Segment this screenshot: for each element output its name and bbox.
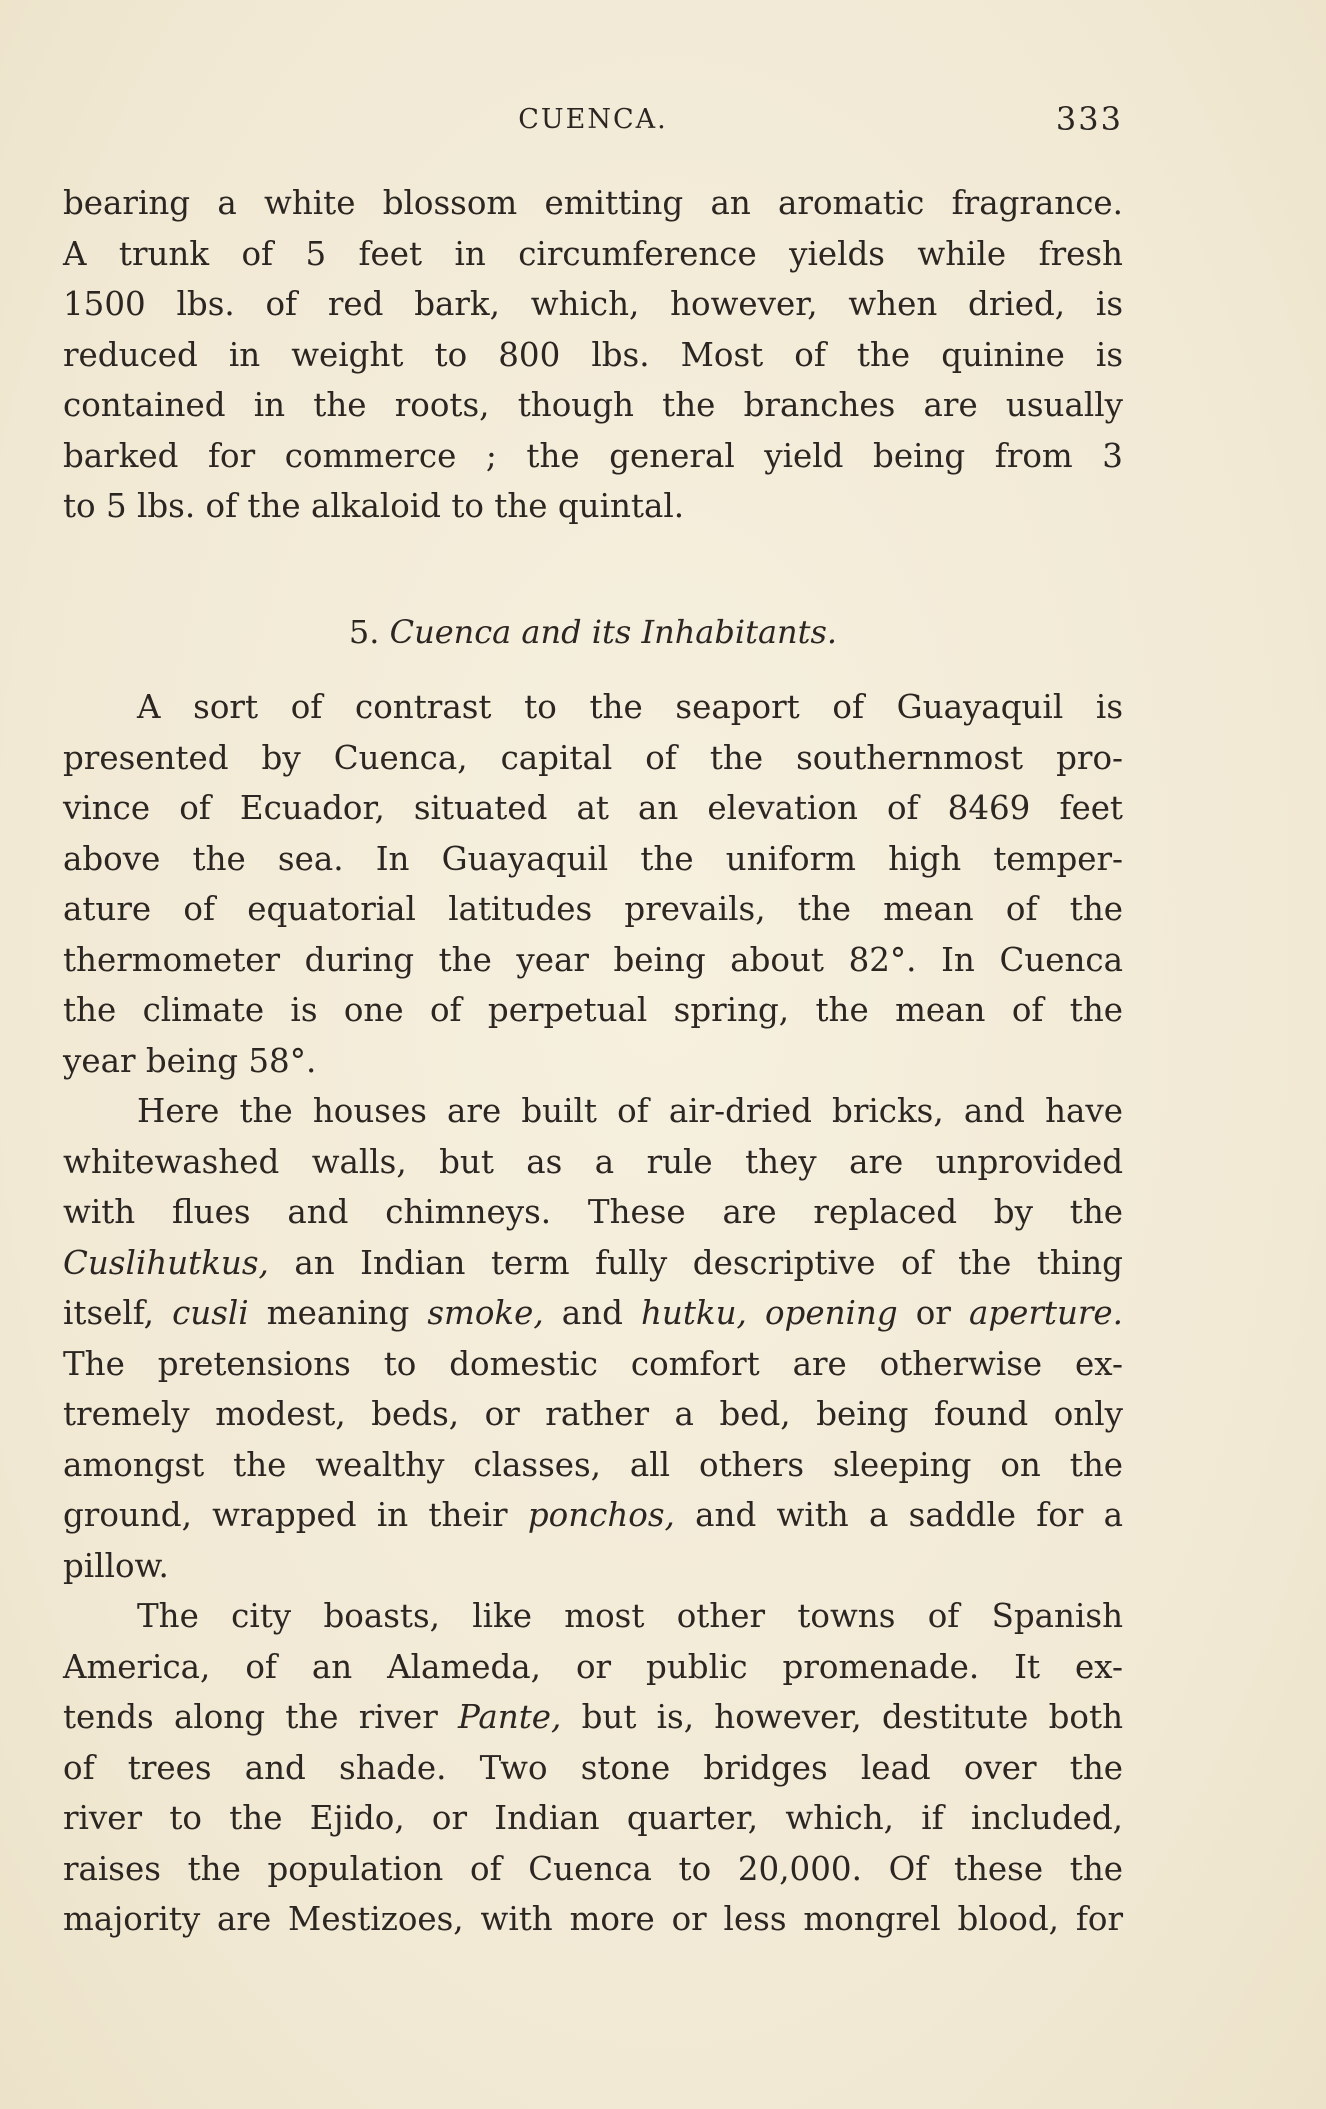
text-line: contained in the roots, though the branches are usually — [63, 386, 1123, 424]
text-line: ature of equatorial latitudes prevails, the mean of the — [63, 890, 1123, 928]
running-head — [63, 100, 1123, 140]
text-line: The city boasts, like most other towns of Spanish — [137, 1597, 1123, 1635]
text-line: amongst the wealthy classes, all others sleeping on the — [63, 1445, 1123, 1484]
text-line: whitewashed walls, but as a rule they are unprovided — [63, 1142, 1123, 1181]
text-line — [63, 1238, 1123, 1289]
italic-term: aperture. — [968, 1294, 1123, 1332]
text-line: America, of an Alameda, or public promenade. It ex- — [63, 1647, 1123, 1686]
text-run: and — [543, 1294, 641, 1332]
text-line: reduced in weight to 800 lbs. Most of the quinine is — [63, 335, 1123, 374]
text-line: majority are Mestizoes, with more or less mongrel blood, for — [63, 1900, 1123, 1938]
running-title: CUENCA. — [518, 104, 668, 135]
section-number: 5. — [348, 613, 380, 651]
text-line: to 5 lbs. of the alkaloid to the quintal. — [63, 487, 685, 525]
text-line — [63, 1490, 1123, 1541]
italic-term: hutku, opening — [641, 1294, 898, 1332]
text-line: 1500 lbs. of red bark, which, however, when dried, is — [63, 285, 1123, 323]
text-run: but is, however, destitute both — [561, 1698, 1123, 1736]
text-run: meaning — [248, 1294, 428, 1332]
text-line: year being 58°. — [63, 1041, 317, 1080]
text-run: ground, wrapped in their — [63, 1496, 528, 1534]
text-line: bearing a white blossom emitting an aromatic fragrance. — [63, 184, 1123, 222]
paragraph-quinine — [63, 178, 1123, 532]
italic-term: smoke, — [427, 1294, 544, 1332]
italic-term: cusli — [172, 1294, 249, 1332]
italic-term: Pante, — [458, 1698, 562, 1736]
page-number: 333 — [1055, 100, 1123, 138]
text-line: pillow. — [63, 1546, 169, 1585]
section-heading — [63, 607, 1123, 657]
text-line: with flues and chimneys. These are replaced by the — [63, 1193, 1123, 1231]
paragraph-alameda — [63, 1591, 1123, 1945]
text-line: of trees and shade. Two stone bridges lead over the — [63, 1748, 1123, 1787]
text-line: A trunk of 5 feet in circumference yields while fresh — [63, 234, 1123, 273]
text-line: A sort of contrast to the seaport of Guayaquil is — [137, 688, 1123, 726]
paragraph-contrast — [63, 682, 1123, 1086]
text-line: vince of Ecuador, situated at an elevation of 8469 feet — [63, 789, 1123, 827]
text-run: tends along the river — [63, 1698, 459, 1736]
text-run: itself, — [63, 1294, 173, 1332]
text-line: barked for commerce ; the general yield being from 3 — [63, 436, 1123, 475]
text-run: and with a saddle for a — [674, 1496, 1123, 1534]
text-line: tremely modest, beds, or rather a bed, being found only — [63, 1395, 1123, 1433]
text-line: Here the houses are built of air-dried bricks, and have — [137, 1092, 1123, 1130]
italic-term: Cuslihutkus, — [63, 1243, 269, 1282]
text-line — [63, 1288, 1123, 1339]
paragraph-houses — [63, 1086, 1123, 1591]
text-line: the climate is one of perpetual spring, the mean of the — [63, 991, 1123, 1029]
text-run: an Indian term fully descriptive of the thing — [268, 1243, 1123, 1282]
text-line — [63, 1692, 1123, 1743]
text-line: river to the Ejido, or Indian quarter, which, if included, — [63, 1799, 1123, 1837]
text-line: The pretensions to domestic comfort are otherwise ex- — [63, 1344, 1123, 1383]
section-body — [63, 682, 1123, 1945]
italic-term: ponchos, — [527, 1496, 675, 1534]
section-title: Cuenca and its Inhabitants. — [389, 613, 838, 651]
text-line: presented by Cuenca, capital of the southernmost pro- — [63, 738, 1123, 777]
text-line: raises the population of Cuenca to 20,000. Of these the — [63, 1849, 1123, 1888]
text-line: above the sea. In Guayaquil the uniform high temper- — [63, 839, 1123, 878]
text-line: thermometer during the year being about 82°. In Cuenca — [63, 940, 1123, 979]
text-run: or — [897, 1294, 969, 1332]
